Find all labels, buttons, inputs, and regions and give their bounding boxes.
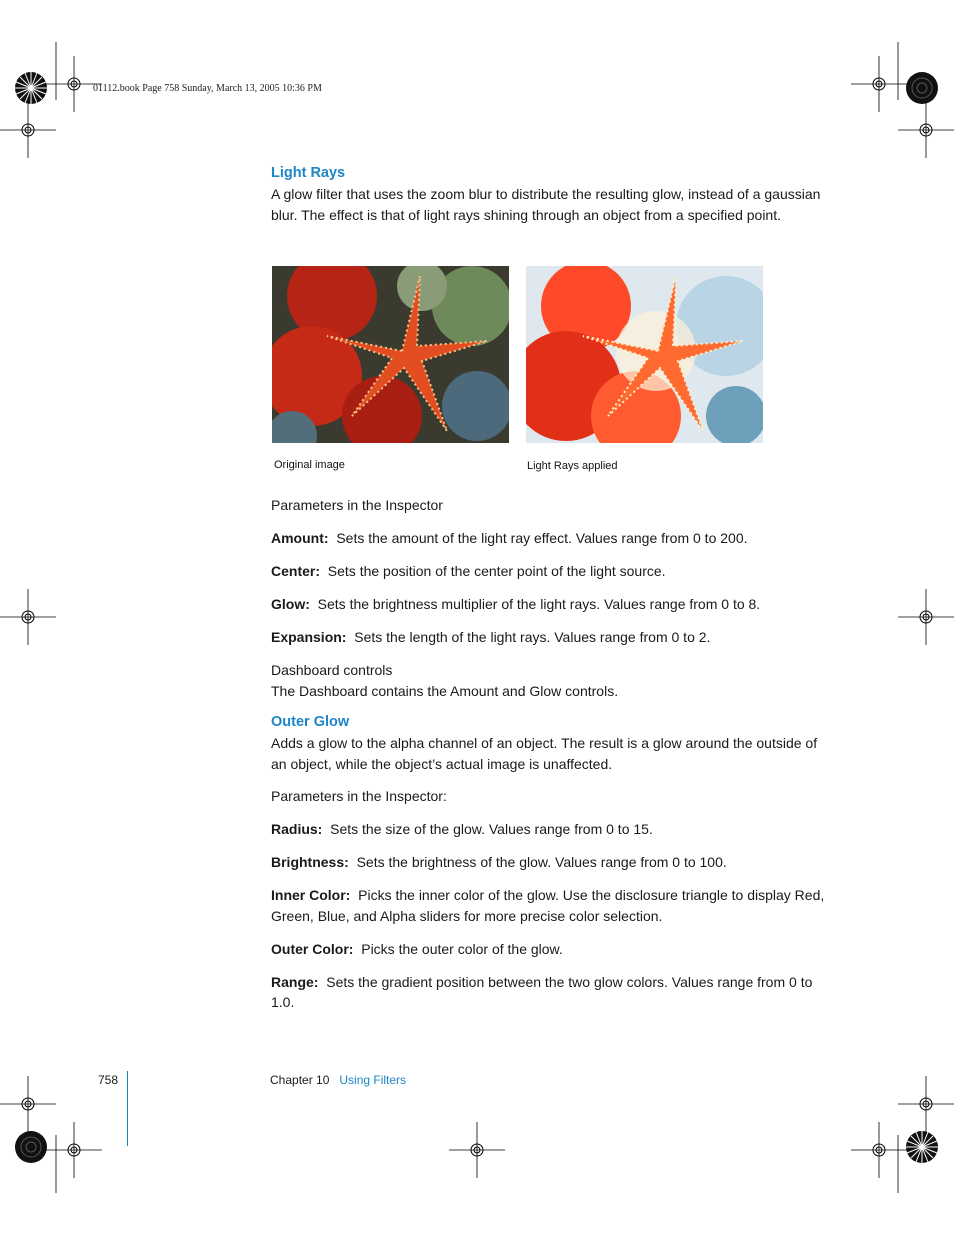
caption-original: Original image: [274, 459, 345, 471]
param-term: Glow:: [271, 596, 310, 612]
param-inner-color: [271, 885, 831, 926]
outer-glow-description: Adds a glow to the alpha channel of an object. The result is a glow around the outside of an object, while the object’s actual image is unaffected.: [271, 735, 818, 772]
param-text: Sets the position of the center point of the light source.: [327, 563, 666, 579]
print-header-meta: 01112.book Page 758 Sunday, March 13, 2005 10:36 PM: [93, 83, 322, 94]
param-range: [271, 972, 831, 1013]
caption-applied: Light Rays applied: [527, 460, 618, 472]
param-term: Outer Color:: [271, 940, 354, 957]
footer-chapter: [270, 1073, 406, 1087]
outer-glow-section: [271, 711, 831, 1013]
param-text: Sets the brightness of the glow. Values range from 0 to 100.: [356, 854, 727, 870]
param-text: Sets the gradient position between the two glow colors. Values range from 0 to 1.0.: [271, 973, 813, 1010]
chapter-title-link[interactable]: Using Filters: [339, 1073, 407, 1087]
dashboard-heading: Dashboard controls: [271, 662, 393, 678]
params-heading: Parameters in the Inspector: [271, 497, 443, 513]
param-brightness: [271, 852, 831, 873]
dashboard-text: The Dashboard contains the Amount and Glow controls.: [271, 682, 619, 699]
light-rays-applied-image: [526, 266, 763, 443]
param-text: Picks the inner color of the glow. Use the disclosure triangle to display Red, Green, Blue, and Alpha sliders for more precise color selection.: [271, 887, 825, 924]
param-outer-color: [271, 939, 831, 960]
param-center: [271, 561, 831, 582]
light-rays-description: A glow filter that uses the zoom blur to distribute the resulting glow, instead of a gaussian blur. The effect is that of light rays shining through an object from a specified point.: [271, 186, 821, 223]
param-text: Sets the amount of the light ray effect. Values range from 0 to 200.: [336, 530, 748, 546]
footer-divider: [127, 1071, 128, 1146]
param-term: Center:: [271, 563, 321, 579]
param-glow: [271, 594, 831, 615]
param-text: Picks the outer color of the glow.: [361, 940, 563, 957]
param-term: Expansion:: [271, 629, 347, 645]
param-amount: [271, 528, 831, 549]
param-expansion: [271, 627, 831, 648]
section-title-outer-glow: Outer Glow: [271, 714, 350, 730]
param-term: Range:: [271, 973, 319, 990]
param-radius: [271, 819, 831, 840]
params-heading: Parameters in the Inspector:: [271, 788, 447, 804]
original-image: [272, 266, 509, 443]
param-text: Sets the size of the glow. Values range from 0 to 15.: [330, 821, 653, 837]
param-term: Brightness:: [271, 854, 349, 870]
param-term: Inner Color:: [271, 887, 351, 903]
page-number: 758: [98, 1073, 119, 1087]
chapter-label: Chapter 10: [270, 1073, 330, 1087]
param-term: Amount:: [271, 530, 329, 546]
section-title-light-rays: Light Rays: [271, 165, 346, 181]
main-content: [271, 162, 831, 225]
param-text: Sets the brightness multiplier of the light rays. Values range from 0 to 8.: [317, 596, 761, 612]
param-term: Radius:: [271, 821, 323, 837]
light-rays-parameters: [271, 495, 831, 701]
param-text: Sets the length of the light rays. Values range from 0 to 2.: [354, 629, 711, 645]
